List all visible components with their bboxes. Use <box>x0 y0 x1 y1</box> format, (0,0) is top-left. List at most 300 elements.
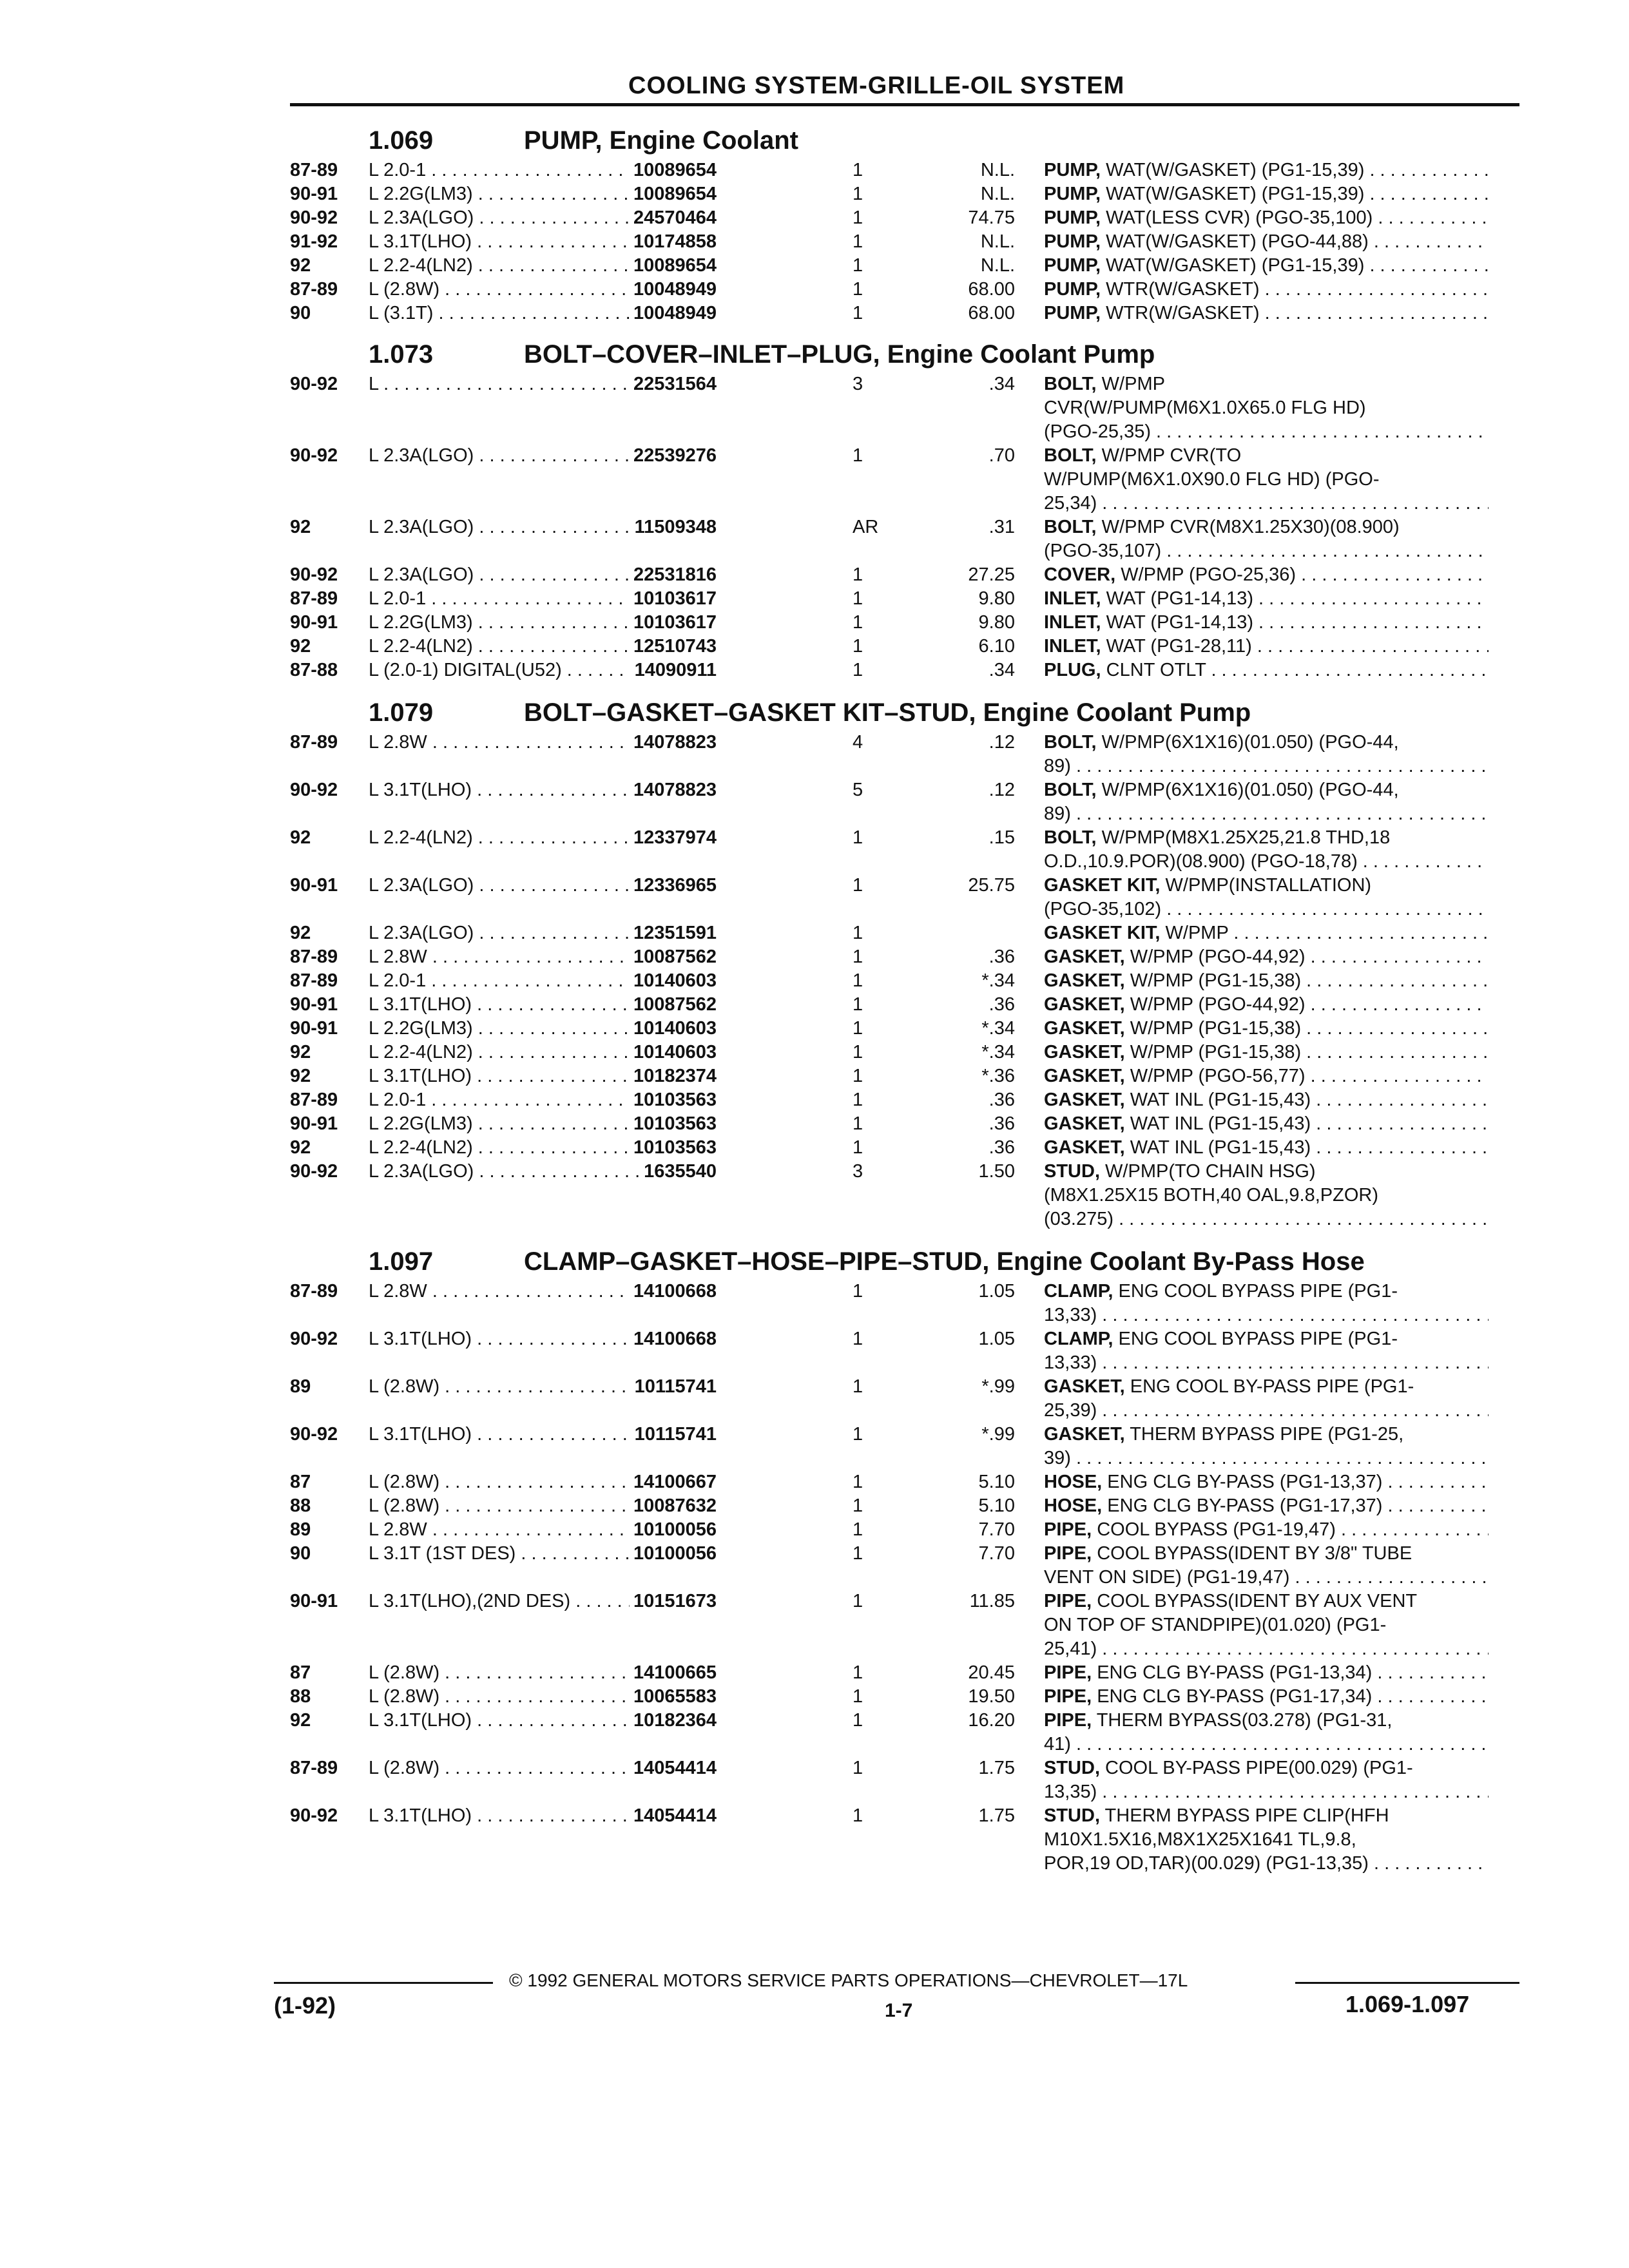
price: *.34 <box>981 1018 1015 1039</box>
part-description <box>1044 921 1489 945</box>
model-years: 92 <box>290 1042 311 1062</box>
model-code: L (2.8W) . . . <box>369 1685 705 1709</box>
description-keyword: BOLT, <box>1044 732 1097 753</box>
part-description <box>1044 1280 1489 1327</box>
description-keyword: BOLT, <box>1044 780 1097 800</box>
part-number: 10089654 <box>630 159 717 182</box>
description-line: (PGO-35,102) . . . <box>1044 898 1489 921</box>
catalog-row <box>290 1709 1519 1756</box>
catalog-section <box>290 1244 1519 1876</box>
description-keyword: BOLT, <box>1044 374 1097 394</box>
catalog-row <box>290 206 1519 230</box>
description-line: (PGO-35,107) . . . <box>1044 539 1489 563</box>
price: 20.45 <box>968 1662 1015 1683</box>
description-line: STUD, THERM BYPASS PIPE CLIP(HFH <box>1044 1805 1389 1826</box>
catalog-row <box>290 230 1519 254</box>
model-code: L 3.1T(LHO) . . . <box>369 778 705 802</box>
description-keyword: GASKET, <box>1044 1137 1125 1158</box>
description-line: PUMP, WAT(W/GASKET) (PG1-15,39) . . . <box>1044 254 1489 278</box>
model-years: 87 <box>290 1472 311 1492</box>
description-keyword: PIPE, <box>1044 1519 1092 1540</box>
description-line: 89) . . . <box>1044 754 1489 778</box>
price: N.L. <box>980 184 1015 204</box>
description-line: W/PUMP(M6X1.0X90.0 FLG HD) (PGO- <box>1044 469 1380 490</box>
part-description <box>1044 993 1489 1017</box>
description-line: CLAMP, ENG COOL BYPASS PIPE (PG1- <box>1044 1281 1398 1302</box>
quantity: 1 <box>853 207 863 228</box>
part-description <box>1044 1088 1489 1112</box>
description-line: GASKET, W/PMP (PG1-15,38) . . . <box>1044 1017 1489 1041</box>
description-line: CVR(W/PUMP(M6X1.0X65.0 FLG HD) <box>1044 398 1366 418</box>
part-number: 10182374 <box>630 1064 717 1088</box>
part-number: 24570464 <box>630 206 717 230</box>
quantity: 1 <box>853 445 863 466</box>
part-number: 10140603 <box>630 1017 717 1041</box>
description-line: HOSE, ENG CLG BY-PASS (PG1-13,37) . . . <box>1044 1470 1489 1494</box>
part-description <box>1044 1518 1489 1542</box>
part-description <box>1044 1136 1489 1160</box>
model-code: L (2.8W) . . . <box>369 1756 705 1780</box>
description-line: GASKET KIT, W/PMP . . . <box>1044 921 1489 945</box>
quantity: 1 <box>853 970 863 991</box>
model-code: L 3.1T(LHO),(2ND DES) . . . <box>369 1590 705 1613</box>
price: 9.80 <box>978 612 1015 633</box>
model-years: 88 <box>290 1686 311 1707</box>
description-keyword: HOSE, <box>1044 1495 1103 1516</box>
catalog-row <box>290 1280 1519 1327</box>
catalog-row <box>290 1160 1519 1231</box>
catalog-row <box>290 1756 1519 1804</box>
quantity: 1 <box>853 1758 863 1778</box>
catalog-row <box>290 1064 1519 1088</box>
quantity: 1 <box>853 1376 863 1397</box>
quantity: 1 <box>853 660 863 680</box>
description-keyword: INLET, <box>1044 636 1101 657</box>
quantity: 1 <box>853 160 863 180</box>
catalog-row <box>290 826 1519 874</box>
part-description <box>1044 611 1489 635</box>
model-years: 87-89 <box>290 588 338 609</box>
description-keyword: PUMP, <box>1044 303 1101 323</box>
part-description <box>1044 1542 1489 1590</box>
description-line: PUMP, WAT(W/GASKET) (PGO-44,88) . . . <box>1044 230 1489 254</box>
footer-date: (1-92) <box>274 1992 336 2019</box>
price: 5.10 <box>978 1472 1015 1492</box>
description-line: GASKET, ENG COOL BY-PASS PIPE (PG1- <box>1044 1376 1414 1397</box>
part-description <box>1044 826 1489 874</box>
price: .31 <box>988 517 1015 537</box>
price: 27.25 <box>968 564 1015 585</box>
description-line: 41) . . . <box>1044 1733 1489 1756</box>
description-keyword: GASKET, <box>1044 1376 1125 1397</box>
model-code: L (3.1T) . . . <box>369 302 705 325</box>
model-code: L (2.0-1) DIGITAL(U52) . . . <box>369 658 705 682</box>
description-line: GASKET, W/PMP (PGO-56,77) . . . <box>1044 1064 1489 1088</box>
section-number: 1.079 <box>369 698 434 727</box>
model-years: 87-89 <box>290 160 338 180</box>
quantity: 1 <box>853 1090 863 1110</box>
catalog-row <box>290 372 1519 444</box>
price: *.99 <box>981 1376 1015 1397</box>
description-line: M10X1.5X16,M8X1X25X1641 TL,9.8, <box>1044 1829 1356 1850</box>
part-description <box>1044 658 1489 682</box>
quantity: 1 <box>853 1018 863 1039</box>
part-description <box>1044 1423 1489 1470</box>
part-number: 10089654 <box>630 182 717 206</box>
price: .34 <box>988 374 1015 394</box>
quantity: 1 <box>853 1329 863 1349</box>
part-number: 22539276 <box>630 444 717 468</box>
model-years: 87 <box>290 1662 311 1683</box>
catalog-row <box>290 874 1519 921</box>
description-line: BOLT, W/PMP CVR(M8X1.25X30)(08.900) <box>1044 517 1400 537</box>
model-years: 89 <box>290 1376 311 1397</box>
price: 1.05 <box>978 1281 1015 1302</box>
model-code: L 2.0-1 . . . <box>369 159 705 182</box>
model-years: 90-92 <box>290 564 338 585</box>
part-description <box>1044 206 1489 230</box>
part-number: 10115741 <box>631 1375 717 1399</box>
description-keyword: CLAMP, <box>1044 1281 1113 1302</box>
model-years: 92 <box>290 923 311 943</box>
price: N.L. <box>980 160 1015 180</box>
catalog-row <box>290 515 1519 563</box>
footer-rule-right <box>1295 1982 1519 1984</box>
model-years: 87-89 <box>290 279 338 300</box>
model-code: L 3.1T(LHO) . . . <box>369 230 705 254</box>
description-keyword: GASKET, <box>1044 1090 1125 1110</box>
section-title: BOLT–GASKET–GASKET KIT–STUD, Engine Coolant Pump <box>524 698 1251 727</box>
model-years: 87-89 <box>290 1281 338 1302</box>
catalog-row <box>290 921 1519 945</box>
catalog-row <box>290 1685 1519 1709</box>
description-line: PLUG, CLNT OTLT . . . <box>1044 658 1489 682</box>
part-number: 14100665 <box>630 1661 717 1685</box>
quantity: 3 <box>853 1161 863 1182</box>
quantity: 3 <box>853 374 863 394</box>
model-code: L 2.8W . . . <box>369 1280 705 1303</box>
description-keyword: PIPE, <box>1044 1591 1092 1611</box>
model-code: L 3.1T(LHO) . . . <box>369 1064 705 1088</box>
description-line: 39) . . . <box>1044 1446 1489 1470</box>
model-code: L 3.1T(LHO) . . . <box>369 1327 705 1351</box>
quantity: 1 <box>853 255 863 276</box>
model-years: 90-92 <box>290 207 338 228</box>
description-line: INLET, WAT (PG1-14,13) . . . <box>1044 611 1489 635</box>
model-code: L . . . <box>369 372 705 396</box>
catalog-row <box>290 1017 1519 1041</box>
description-line: CLAMP, ENG COOL BYPASS PIPE (PG1- <box>1044 1329 1398 1349</box>
catalog-section <box>290 695 1519 1231</box>
quantity: 1 <box>853 1472 863 1492</box>
catalog-row <box>290 1112 1519 1136</box>
model-code: L 3.1T(LHO) . . . <box>369 1804 705 1828</box>
model-years: 90-91 <box>290 1018 338 1039</box>
quantity: 1 <box>853 1424 863 1445</box>
quantity: 1 <box>853 1519 863 1540</box>
part-number: 14054414 <box>630 1756 717 1780</box>
quantity: 1 <box>853 279 863 300</box>
part-description <box>1044 372 1489 444</box>
part-description <box>1044 874 1489 921</box>
part-number: 10103563 <box>630 1136 717 1160</box>
catalog-row <box>290 778 1519 826</box>
part-description <box>1044 778 1489 826</box>
quantity: 1 <box>853 1662 863 1683</box>
model-years: 90-92 <box>290 445 338 466</box>
model-years: 90-92 <box>290 374 338 394</box>
description-line: PUMP, WTR(W/GASKET) . . . <box>1044 278 1489 302</box>
footer-rule-left <box>274 1982 493 1984</box>
section-title: PUMP, Engine Coolant <box>524 126 798 155</box>
description-line: STUD, COOL BY-PASS PIPE(00.029) (PG1- <box>1044 1758 1413 1778</box>
description-keyword: GASKET, <box>1044 1018 1125 1039</box>
part-description <box>1044 563 1489 587</box>
model-years: 91-92 <box>290 231 338 252</box>
catalog-row <box>290 993 1519 1017</box>
description-keyword: PIPE, <box>1044 1710 1092 1731</box>
part-number: 10065583 <box>630 1685 717 1709</box>
model-code: L 2.2-4(LN2) . . . <box>369 1136 705 1160</box>
description-keyword: GASKET KIT, <box>1044 875 1161 896</box>
part-number: 10103617 <box>630 587 717 611</box>
description-line: PIPE, COOL BYPASS(IDENT BY AUX VENT <box>1044 1591 1418 1611</box>
description-line: INLET, WAT (PG1-14,13) . . . <box>1044 587 1489 611</box>
description-line: 25,41) . . . <box>1044 1637 1489 1661</box>
catalog-row <box>290 1542 1519 1590</box>
model-code: L 3.1T(LHO) . . . <box>369 993 705 1017</box>
price: .36 <box>988 947 1015 967</box>
model-years: 90-91 <box>290 994 338 1015</box>
catalog-row <box>290 635 1519 658</box>
price: 9.80 <box>978 588 1015 609</box>
model-code: L (2.8W) . . . <box>369 1375 705 1399</box>
model-code: L 2.3A(LGO) . . . <box>369 444 705 468</box>
model-code: L (2.8W) . . . <box>369 278 705 302</box>
catalog-row <box>290 278 1519 302</box>
quantity: 1 <box>853 184 863 204</box>
description-keyword: COVER, <box>1044 564 1116 585</box>
price: 5.10 <box>978 1495 1015 1516</box>
section-header <box>290 336 1519 372</box>
part-number: 10089654 <box>630 254 717 278</box>
model-years: 87-89 <box>290 732 338 753</box>
model-code: L 2.8W . . . <box>369 945 705 969</box>
section-number: 1.073 <box>369 340 434 369</box>
description-line: GASKET, THERM BYPASS PIPE (PG1-25, <box>1044 1424 1404 1445</box>
section-number: 1.097 <box>369 1247 434 1276</box>
model-years: 90 <box>290 303 311 323</box>
quantity: 1 <box>853 1042 863 1062</box>
part-description <box>1044 635 1489 658</box>
model-years: 90-92 <box>290 1424 338 1445</box>
catalog-row <box>290 1661 1519 1685</box>
part-number: 12351591 <box>630 921 717 945</box>
price: 1.75 <box>978 1758 1015 1778</box>
description-line: BOLT, W/PMP(6X1X16)(01.050) (PGO-44, <box>1044 732 1399 753</box>
part-description <box>1044 1685 1489 1709</box>
part-description <box>1044 254 1489 278</box>
description-line: PUMP, WTR(W/GASKET) . . . <box>1044 302 1489 325</box>
description-line: PIPE, ENG CLG BY-PASS (PG1-17,34) . . . <box>1044 1685 1489 1709</box>
catalog-row <box>290 1470 1519 1494</box>
part-number: 10103617 <box>630 611 717 635</box>
price: .36 <box>988 994 1015 1015</box>
price: *.99 <box>981 1424 1015 1445</box>
catalog-row <box>290 731 1519 778</box>
catalog-row <box>290 658 1519 682</box>
price: N.L. <box>980 255 1015 276</box>
model-code: L 2.2G(LM3) . . . <box>369 611 705 635</box>
description-line: 13,33) . . . <box>1044 1303 1489 1327</box>
model-years: 90-91 <box>290 184 338 204</box>
catalog-row <box>290 1518 1519 1542</box>
description-line: PIPE, COOL BYPASS(IDENT BY 3/8" TUBE <box>1044 1543 1412 1564</box>
part-number: 1635540 <box>640 1160 717 1184</box>
model-years: 87-89 <box>290 1758 338 1778</box>
description-line: VENT ON SIDE) (PG1-19,47) . . . <box>1044 1566 1489 1590</box>
description-line: BOLT, W/PMP <box>1044 374 1165 394</box>
description-line: POR,19 OD,TAR)(00.029) (PG1-13,35) . . . <box>1044 1852 1489 1876</box>
part-description <box>1044 1590 1489 1661</box>
catalog-section <box>290 122 1519 325</box>
description-line: GASKET KIT, W/PMP(INSTALLATION) <box>1044 875 1372 896</box>
description-keyword: INLET, <box>1044 588 1101 609</box>
price: 1.75 <box>978 1805 1015 1826</box>
model-code: L 2.0-1 . . . <box>369 1088 705 1112</box>
description-keyword: CLAMP, <box>1044 1329 1113 1349</box>
part-number: 10100056 <box>630 1518 717 1542</box>
section-header <box>290 695 1519 731</box>
part-number: 10115741 <box>631 1423 717 1446</box>
description-keyword: PUMP, <box>1044 231 1101 252</box>
catalog-row <box>290 587 1519 611</box>
part-description <box>1044 1041 1489 1064</box>
description-keyword: GASKET, <box>1044 994 1125 1015</box>
description-keyword: PUMP, <box>1044 279 1101 300</box>
part-number: 10087562 <box>630 945 717 969</box>
model-years: 90-91 <box>290 612 338 633</box>
page-title: COOLING SYSTEM-GRILLE-OIL SYSTEM <box>628 72 1125 99</box>
part-number: 10151673 <box>630 1590 717 1613</box>
part-number: 10100056 <box>630 1542 717 1566</box>
description-line: 13,33) . . . <box>1044 1351 1489 1375</box>
part-description <box>1044 1327 1489 1375</box>
price: 68.00 <box>968 279 1015 300</box>
part-description <box>1044 278 1489 302</box>
description-line: STUD, W/PMP(TO CHAIN HSG) <box>1044 1161 1316 1182</box>
price: .70 <box>988 445 1015 466</box>
model-years: 90-92 <box>290 1329 338 1349</box>
part-number: 10140603 <box>630 1041 717 1064</box>
part-number: 14100668 <box>630 1327 717 1351</box>
price: *.34 <box>981 970 1015 991</box>
model-years: 90-91 <box>290 875 338 896</box>
catalog-row <box>290 254 1519 278</box>
part-number: 10182364 <box>630 1709 717 1733</box>
description-line: COVER, W/PMP (PGO-25,36) . . . <box>1044 563 1489 587</box>
part-number: 14090911 <box>631 658 717 682</box>
description-line: GASKET, W/PMP (PGO-44,92) . . . <box>1044 993 1489 1017</box>
model-years: 92 <box>290 517 311 537</box>
model-code: L 2.0-1 . . . <box>369 969 705 993</box>
part-number: 14078823 <box>630 778 717 802</box>
part-number: 22531564 <box>630 372 717 396</box>
model-code: L 2.2-4(LN2) . . . <box>369 254 705 278</box>
description-keyword: GASKET, <box>1044 1113 1125 1134</box>
part-number: 10103563 <box>630 1088 717 1112</box>
part-description <box>1044 1756 1489 1804</box>
price: 68.00 <box>968 303 1015 323</box>
part-description <box>1044 1064 1489 1088</box>
description-keyword: PUMP, <box>1044 255 1101 276</box>
model-code: L 2.2G(LM3) . . . <box>369 1112 705 1136</box>
price: .36 <box>988 1113 1015 1134</box>
catalog-row <box>290 1041 1519 1064</box>
model-code: L 2.2-4(LN2) . . . <box>369 635 705 658</box>
model-code: L 2.3A(LGO) . . . <box>369 874 705 898</box>
part-description <box>1044 515 1489 563</box>
description-keyword: PIPE, <box>1044 1662 1092 1683</box>
footer-copyright: © 1992 GENERAL MOTORS SERVICE PARTS OPERATIONS—CHEVROLET—17L <box>509 1970 1188 1990</box>
catalog-row <box>290 611 1519 635</box>
quantity: 1 <box>853 827 863 848</box>
catalog-row <box>290 1423 1519 1470</box>
part-description <box>1044 1494 1489 1518</box>
quantity: 1 <box>853 1710 863 1731</box>
quantity: 1 <box>853 947 863 967</box>
description-line: GASKET, W/PMP (PGO-44,92) . . . <box>1044 945 1489 969</box>
part-number: 10174858 <box>630 230 717 254</box>
description-line: BOLT, W/PMP(6X1X16)(01.050) (PGO-44, <box>1044 780 1399 800</box>
part-number: 11509348 <box>631 515 717 539</box>
description-line: GASKET, W/PMP (PG1-15,38) . . . <box>1044 969 1489 993</box>
model-years: 90-92 <box>290 1805 338 1826</box>
price: .36 <box>988 1137 1015 1158</box>
price: N.L. <box>980 231 1015 252</box>
model-years: 92 <box>290 827 311 848</box>
quantity: 1 <box>853 588 863 609</box>
part-description <box>1044 945 1489 969</box>
description-line: PIPE, THERM BYPASS(03.278) (PG1-31, <box>1044 1710 1393 1731</box>
part-number: 22531816 <box>630 563 717 587</box>
part-description <box>1044 731 1489 778</box>
model-years: 90-91 <box>290 1113 338 1134</box>
quantity: 1 <box>853 1805 863 1826</box>
model-years: 92 <box>290 1137 311 1158</box>
price: 19.50 <box>968 1686 1015 1707</box>
footer-page-number: 1-7 <box>885 2000 913 2021</box>
model-code: L 2.2-4(LN2) . . . <box>369 826 705 850</box>
catalog-row <box>290 969 1519 993</box>
model-years: 90 <box>290 1543 311 1564</box>
description-line: ON TOP OF STANDPIPE)(01.020) (PG1- <box>1044 1615 1387 1635</box>
title-rule <box>290 103 1519 106</box>
model-code: L 2.8W . . . <box>369 1518 705 1542</box>
description-line: INLET, WAT (PG1-28,11) . . . <box>1044 635 1489 658</box>
description-line: PIPE, ENG CLG BY-PASS (PG1-13,34) . . . <box>1044 1661 1489 1685</box>
quantity: 1 <box>853 1137 863 1158</box>
quantity: AR <box>853 517 879 537</box>
section-title: CLAMP–GASKET–HOSE–PIPE–STUD, Engine Coolant By-Pass Hose <box>524 1247 1365 1276</box>
quantity: 1 <box>853 231 863 252</box>
description-line: (03.275) . . . <box>1044 1207 1489 1231</box>
description-keyword: GASKET, <box>1044 1042 1125 1062</box>
model-years: 92 <box>290 636 311 657</box>
catalog-row <box>290 302 1519 325</box>
model-years: 92 <box>290 255 311 276</box>
price: 25.75 <box>968 875 1015 896</box>
